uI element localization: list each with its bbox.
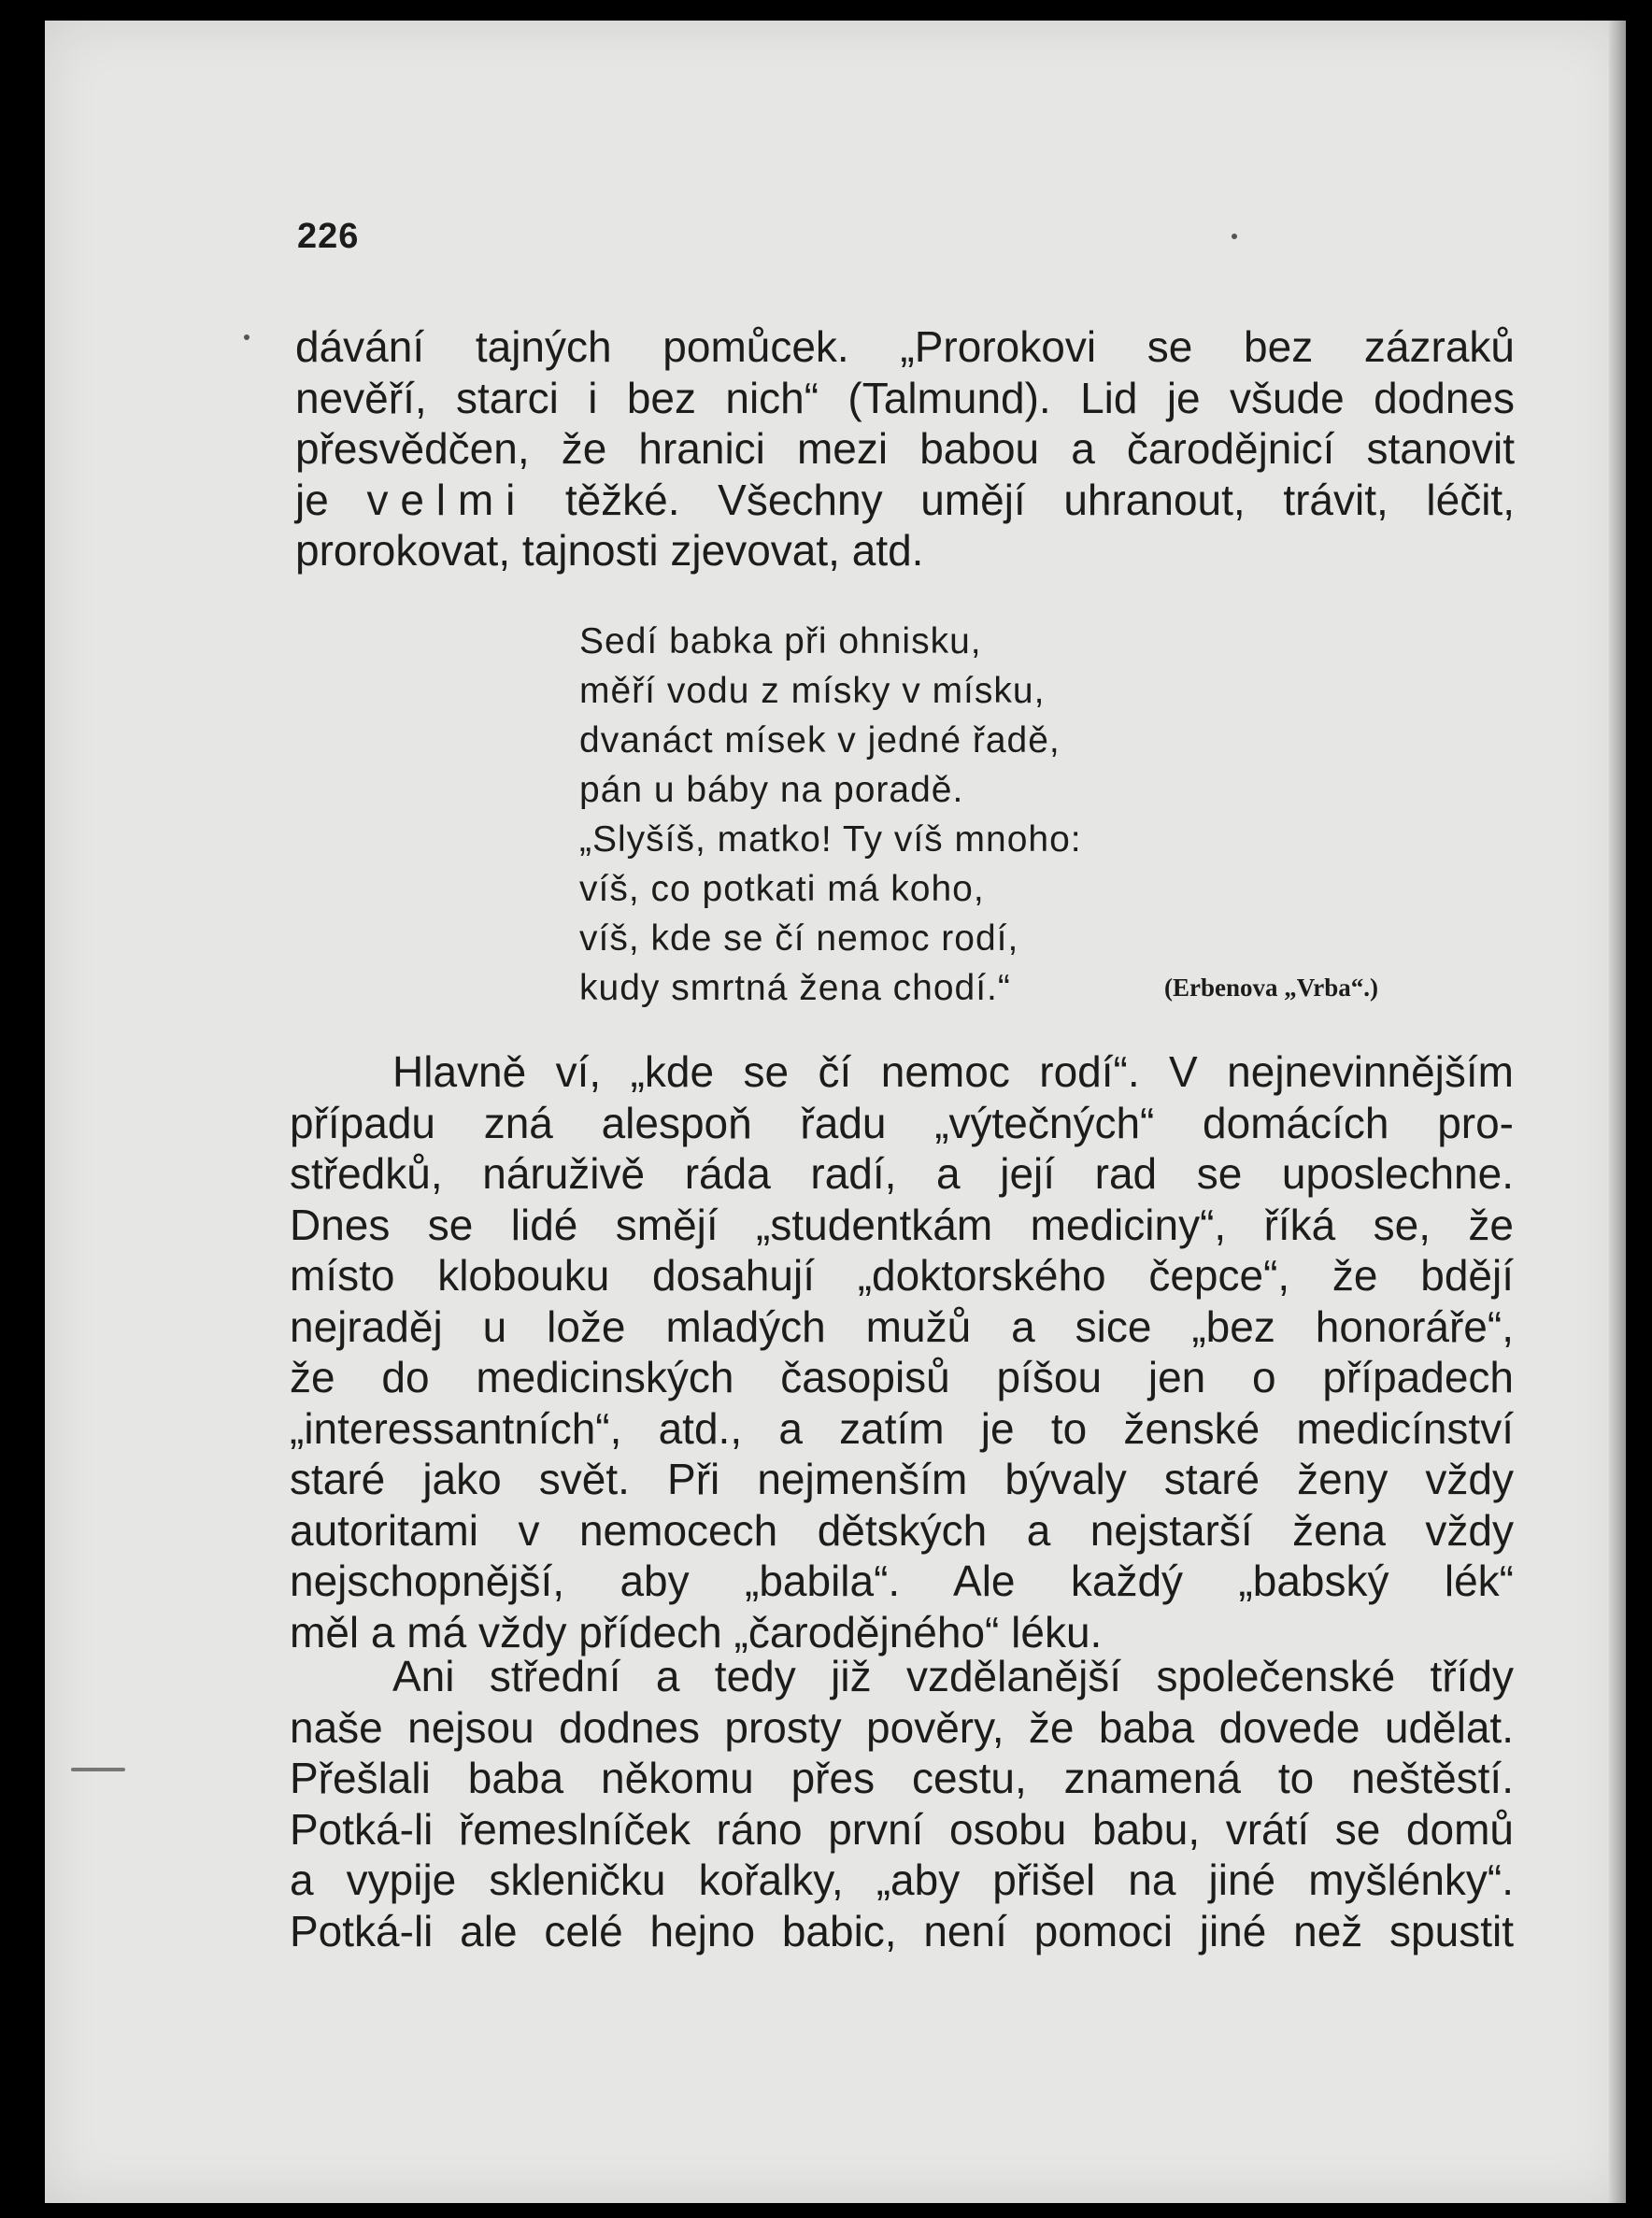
book-page xyxy=(45,21,1626,2203)
text-line: Dnes se lidé smějí „studentkám mediciny“, říká se, že xyxy=(290,1200,1514,1249)
poem-line: dvanáct mísek v jedné řadě, xyxy=(579,720,1061,761)
poem-block xyxy=(579,617,1082,1013)
poem-source-citation: (Erbenova „Vrba“.) xyxy=(1164,974,1378,1002)
scan-speck xyxy=(1232,234,1237,239)
text-line: případu zná alespoň řadu „výtečných“ domácích pro- xyxy=(290,1098,1514,1147)
poem-line: měří vodu z mísky v mísku, xyxy=(579,671,1046,711)
text-fragment: těžké. Všechny umějí uhranout, trávit, léčit, xyxy=(564,475,1515,524)
text-line: „interessantních“, atd., a zatím je to ženské medicínství xyxy=(290,1403,1514,1453)
scan-speck xyxy=(71,1768,125,1771)
poem-line: víš, kde se čí nemoc rodí, xyxy=(579,918,1019,959)
text-line: Potká-li ale celé hejno babic, není pomoci jiné než spustit xyxy=(290,1906,1514,1955)
text-line: přesvědčen, že hranici mezi babou a čarodějnicí stanovit xyxy=(295,424,1515,473)
text-line: nevěří, starci i bez nich“ (Talmund). Lid je všude dodnes xyxy=(295,373,1515,422)
poem-line: Sedí babka při ohnisku, xyxy=(579,621,982,661)
poem-line: víš, co potkati má koho, xyxy=(579,869,985,909)
text-line: naše nejsou dodnes prosty pověry, že baba dovede udělat. xyxy=(290,1702,1514,1752)
text-line: středků, náruživě ráda radí, a její rad se uposlechne. xyxy=(290,1149,1514,1198)
page-number: 226 xyxy=(297,217,360,256)
text-line: autoritami v nemocech dětských a nejstarší žena vždy xyxy=(290,1505,1514,1555)
text-line: dávání tajných pomůcek. „Prorokovi se bez zázraků xyxy=(295,322,1515,371)
text-fragment: je xyxy=(295,475,329,524)
text-line: že do medicinských časopisů píšou jen o případech xyxy=(290,1353,1514,1401)
poem-line: pán u báby na poradě. xyxy=(579,770,964,810)
poem-line: kudy smrtná žena chodí.“ xyxy=(579,968,1011,1008)
text-line: Přešlali baba někomu přes cestu, znamená to neštěstí. xyxy=(290,1754,1514,1802)
paragraph-3 xyxy=(290,1651,1514,1956)
text-line: prorokovat, tajnosti zjevovat, atd. xyxy=(295,526,924,575)
text-line-composite xyxy=(295,475,1515,526)
text-line: místo klobouku dosahují „doktorského čepce“, že bdějí xyxy=(290,1251,1514,1300)
paragraph-2 xyxy=(290,1046,1514,1657)
emphasized-word: velmi xyxy=(366,475,528,524)
text-line: Hlavně ví, „kde se čí nemoc rodí“. V nejnevinnějším xyxy=(392,1047,1514,1096)
poem-line: „Slyšíš, matko! Ty víš mnoho: xyxy=(579,819,1082,860)
paragraph-1 xyxy=(295,321,1515,576)
scan-speck xyxy=(244,334,249,340)
page-edge-shadow xyxy=(1609,21,1626,2203)
text-line: staré jako svět. Při nejmenším bývaly staré ženy vždy xyxy=(290,1455,1514,1503)
text-line: Ani střední a tedy již vzdělanější společenské třídy xyxy=(392,1652,1514,1700)
text-line: Potká-li řemeslníček ráno první osobu babu, vrátí se domů xyxy=(290,1804,1514,1854)
text-line: nejschopnější, aby „babila“. Ale každý „babský lék“ xyxy=(290,1557,1514,1605)
text-line: měl a má vždy přídech „čarodějného“ léku. xyxy=(290,1607,1103,1656)
text-line: nejraděj u lože mladých mužů a sice „bez honoráře“, xyxy=(290,1301,1514,1351)
text-line: a vypije skleničku kořalky, „aby přišel na jiné myšlénky“. xyxy=(290,1855,1514,1904)
